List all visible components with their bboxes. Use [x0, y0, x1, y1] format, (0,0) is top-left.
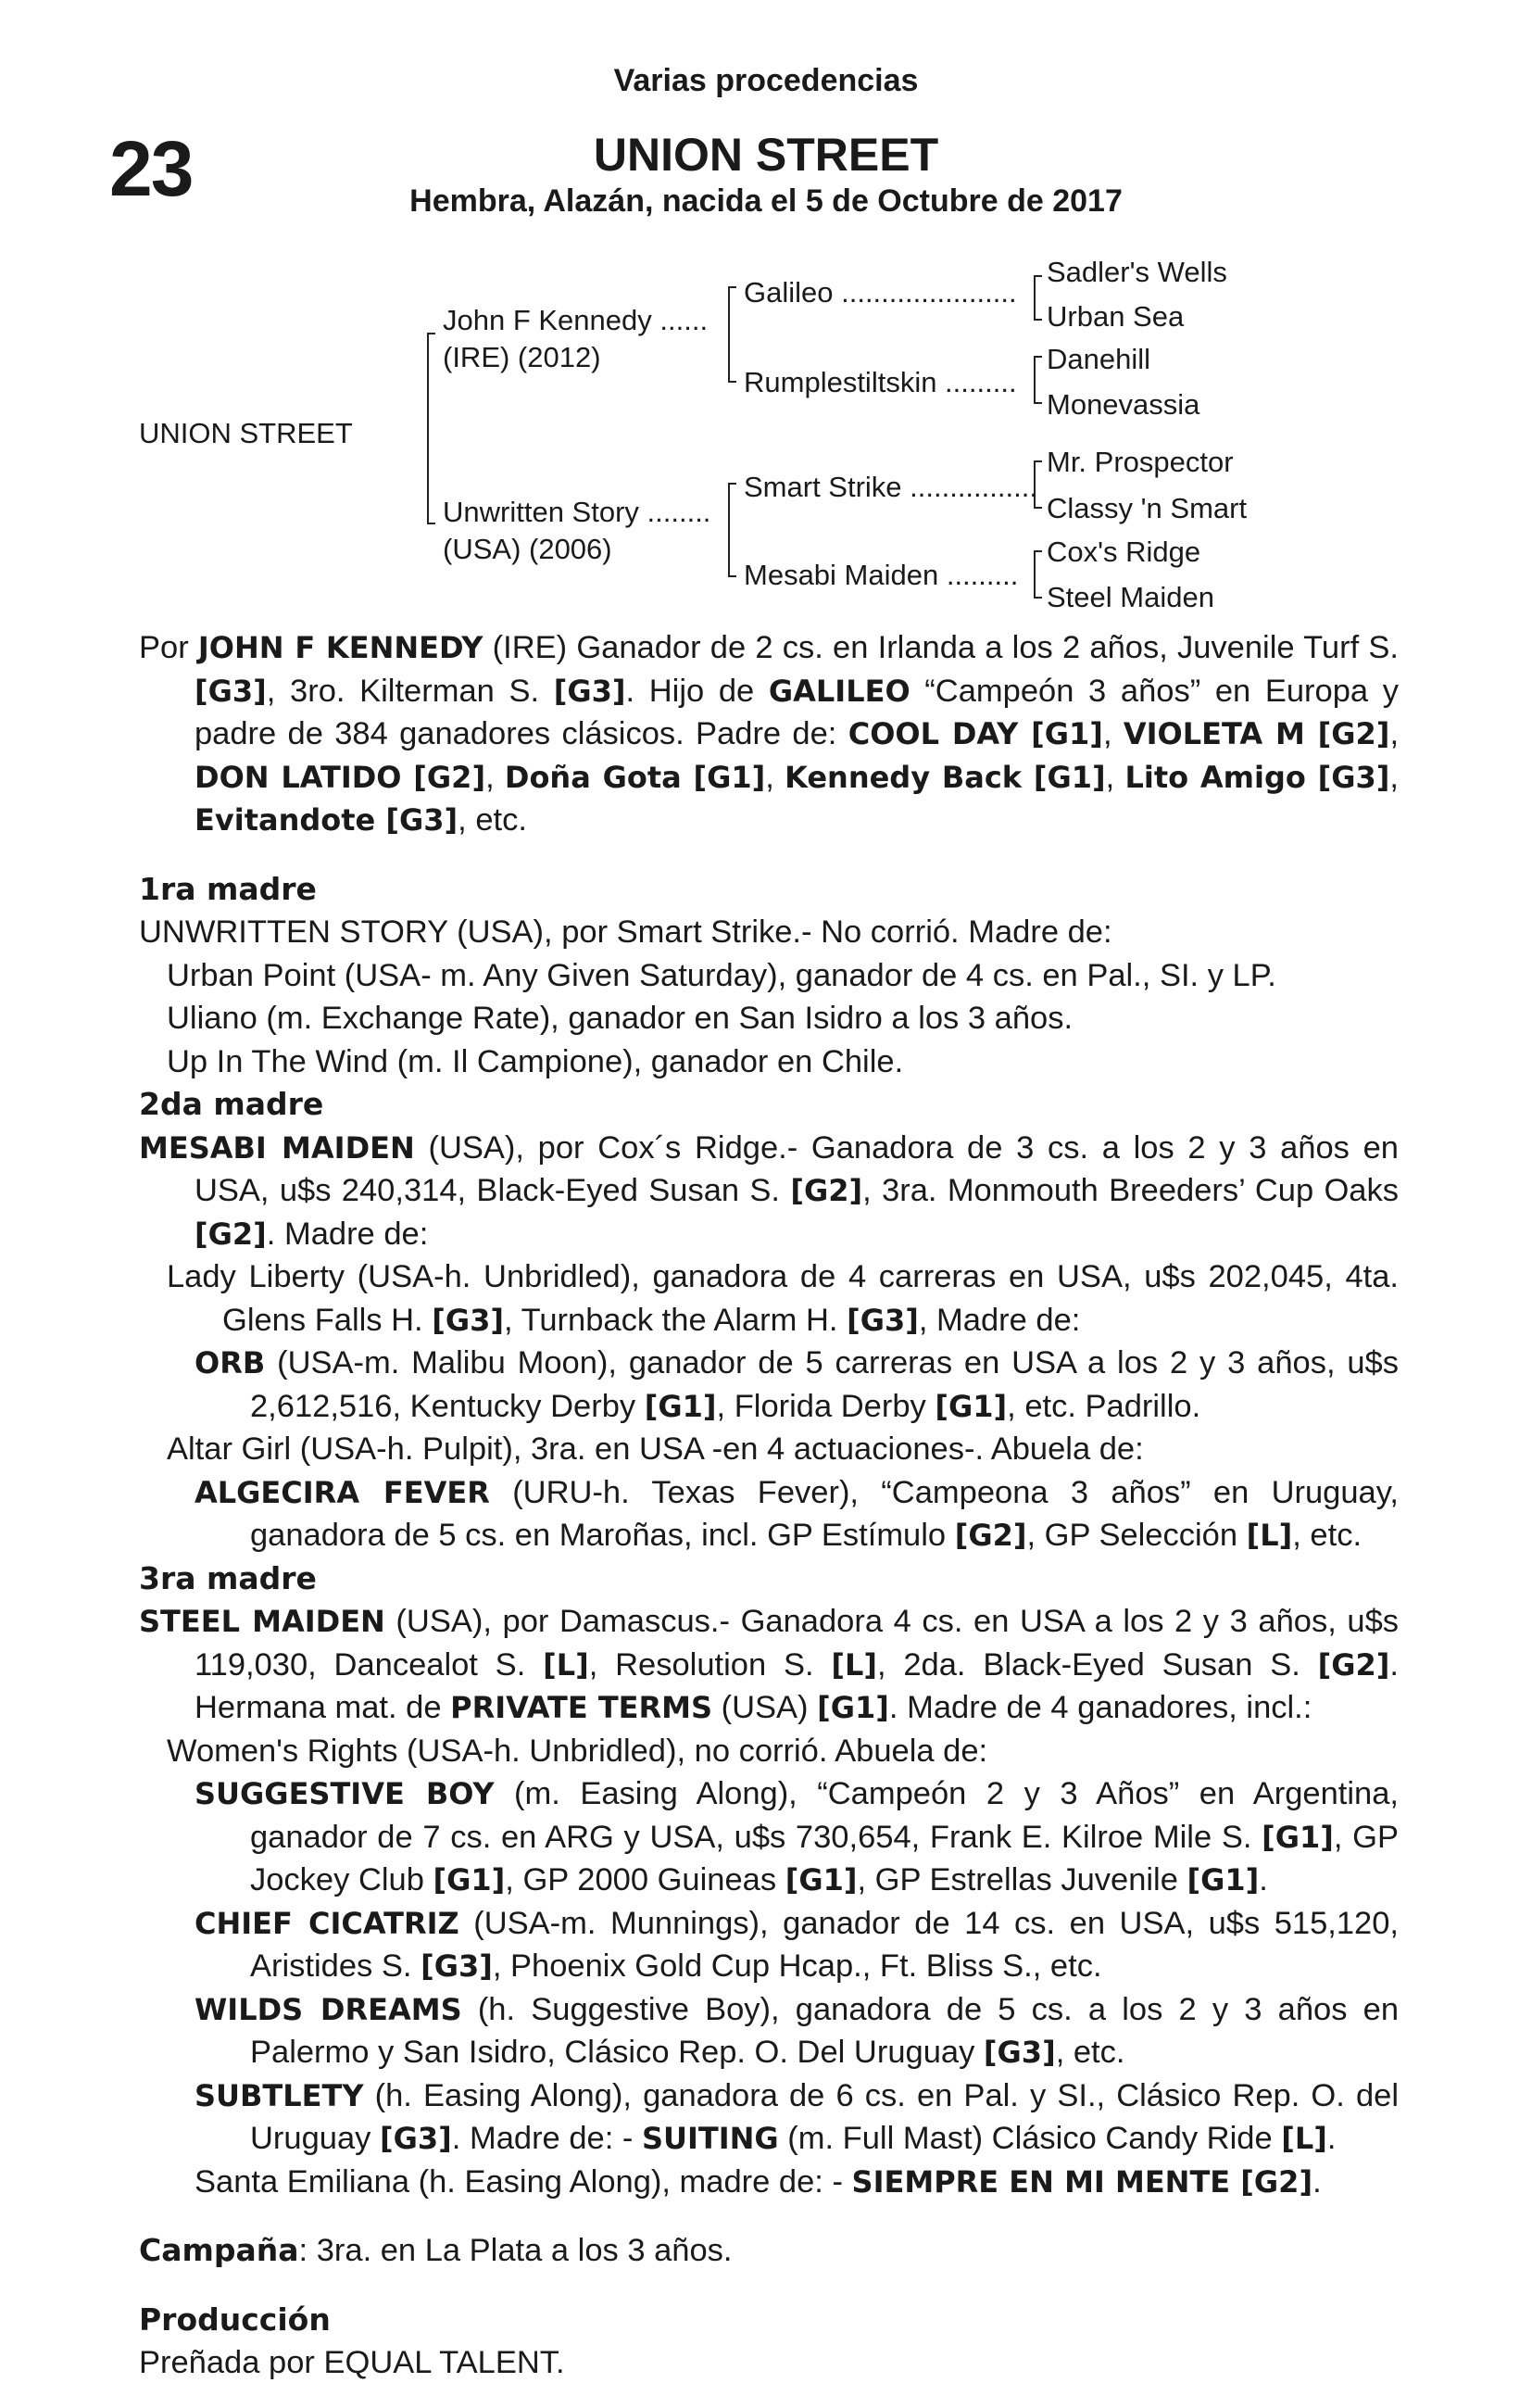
second-dam-paragraph: MESABI MAIDEN (USA), por Cox´s Ridge.- Ganadora de 3 cs. a los 2 y 3 años en USA, u$s 240,314, Black-Eyed Susan S. [G2], 3ra. Monmouth Breeders’ Cup Oaks [G2]. Madre de: [139, 1129, 1399, 1252]
sire-paragraph: Por JOHN F KENNEDY (IRE) Ganador de 2 cs. en Irlanda a los 2 años, Juvenile Turf S. [G3], 3ro. Kilterman S. [G3]. Hijo de GALILEO “Campeón 3 años” en Europa y padre de 384 ganadores clásicos. Padre de: COOL DAY [G1], VIOLETA M [G2], DON LATIDO [G2], Doña Gota [G1], Kennedy Back [G1], Lito Amigo [G3], Evitandote [G3], etc. [139, 630, 1400, 838]
pedigree-ggp-5: Mr. Prospector [1047, 446, 1234, 478]
suggestive-boy-entry: SUGGESTIVE BOY (m. Easing Along), “Campeón 2 y 3 Años” en Argentina, ganador de 7 cs. en ARG y USA, u$s 730,654, Frank E. Kilroe Mile S. [G1], GP Jockey Club [G1], GP 2000 Guineas [G1], GP Estrellas Juvenile [G1]. [195, 1776, 1400, 1897]
pedigree-ggp-4: Monevassia [1047, 388, 1200, 421]
pedigree-ggp-8: Steel Maiden [1047, 581, 1214, 613]
lady-liberty-entry: Lady Liberty (USA-h. Unbridled), ganadora de 4 carreras en USA, u$s 202,045, 4ta. Glens Falls H. [G3], Turnback the Alarm H. [G3], Madre de: [167, 1259, 1399, 1338]
horse-description: Hembra, Alazán, nacida el 5 de Octubre de 2017 [409, 183, 1123, 219]
catalog-body [139, 626, 1399, 2385]
horse-name: UNION STREET [593, 129, 939, 181]
pedigree-dam-sire: Smart Strike ................ [744, 471, 1037, 503]
catalog-source: Varias procedencias [613, 63, 919, 98]
pedigree-brackets [0, 0, 1532, 630]
first-dam-offspring-3: Up In The Wind (m. Il Campione), ganador en Chile. [167, 1043, 904, 1079]
first-dam-offspring-2: Uliano (m. Exchange Rate), ganador en San Isidro a los 3 años. [167, 1001, 1074, 1036]
pedigree-sire: John F Kennedy ...... [443, 304, 709, 336]
pedigree-sire-origin: (IRE) (2012) [443, 341, 601, 373]
pedigree-ggp-1: Sadler's Wells [1047, 256, 1227, 288]
pedigree-ggp-7: Cox's Ridge [1047, 536, 1201, 568]
first-dam-intro: UNWRITTEN STORY (USA), por Smart Strike.- No corrió. Madre de: [139, 914, 1112, 950]
womens-rights-entry: Women's Rights (USA-h. Unbridled), no corrió. Abuela de: [167, 1733, 988, 1769]
pedigree-dam-dam: Mesabi Maiden ......... [744, 559, 1019, 591]
pedigree-ggp-2: Urban Sea [1047, 300, 1185, 333]
pedigree-ggp-6: Classy 'n Smart [1047, 492, 1248, 524]
second-dam-heading: 2da madre [139, 1086, 324, 1122]
pedigree-subject: UNION STREET [139, 417, 353, 449]
chief-cicatriz-entry: CHIEF CICATRIZ (USA-m. Munnings), ganador de 14 cs. en USA, u$s 515,120, Aristides S. [G3], Phoenix Gold Cup Hcap., Ft. Bliss S., etc. [195, 1905, 1399, 1984]
pedigree-dam: Unwritten Story ........ [443, 496, 711, 528]
altar-girl-entry: Altar Girl (USA-h. Pulpit), 3ra. en USA -en 4 actuaciones-. Abuela de: [167, 1431, 1144, 1467]
pedigree-ggp-3: Danehill [1047, 343, 1151, 375]
pedigree-sire-dam: Rumplestiltskin ......... [744, 366, 1017, 398]
production-heading: Producción [139, 2301, 331, 2338]
algecira-fever-entry: ALGECIRA FEVER (URU-h. Texas Fever), “Campeona 3 años” en Uruguay, ganadora de 5 cs. en Maroñas, incl. GP Estímulo [G2], GP Selección [L], etc. [195, 1474, 1399, 1553]
campaign-line: Campaña: 3ra. en La Plata a los 3 años. [139, 2232, 733, 2268]
wilds-dreams-entry: WILDS DREAMS (h. Suggestive Boy), ganadora de 5 cs. a los 2 y 3 años en Palermo y San Isidro, Clásico Rep. O. Del Uruguay [G3], etc. [195, 1991, 1399, 2070]
subtlety-entry: SUBTLETY (h. Easing Along), ganadora de 6 cs. en Pal. y SI., Clásico Rep. O. del Uruguay [G3]. Madre de: - SUITING (m. Full Mast) Clásico Candy Ride [L]. [195, 2077, 1399, 2156]
pedigree-chart [0, 0, 1532, 630]
orb-entry: ORB (USA-m. Malibu Moon), ganador de 5 carreras en USA a los 2 y 3 años, u$s 2,612,516, Kentucky Derby [G1], Florida Derby [G1], etc. Padrillo. [195, 1345, 1399, 1424]
third-dam-heading: 3ra madre [139, 1559, 317, 1596]
production-text: Preñada por EQUAL TALENT. [139, 2345, 565, 2380]
lot-number: 23 [109, 125, 193, 212]
first-dam-heading: 1ra madre [139, 870, 317, 907]
first-dam-offspring-1: Urban Point (USA- m. Any Given Saturday), ganador de 4 cs. en Pal., SI. y LP. [167, 957, 1276, 993]
pedigree-sire-sire: Galileo ...................... [744, 276, 1017, 309]
santa-emiliana-entry: Santa Emiliana (h. Easing Along), madre de: - SIEMPRE EN MI MENTE [G2]. [195, 2163, 1322, 2200]
third-dam-paragraph: STEEL MAIDEN (USA), por Damascus.- Ganadora 4 cs. en USA a los 2 y 3 años, u$s 119,030, Dancealot S. [L], Resolution S. [L], 2da. Black-Eyed Susan S. [G2]. Hermana mat. de PRIVATE TERMS (USA) [G1]. Madre de 4 ganadores, incl.: [139, 1604, 1400, 1725]
pedigree-dam-origin: (USA) (2006) [443, 533, 612, 565]
